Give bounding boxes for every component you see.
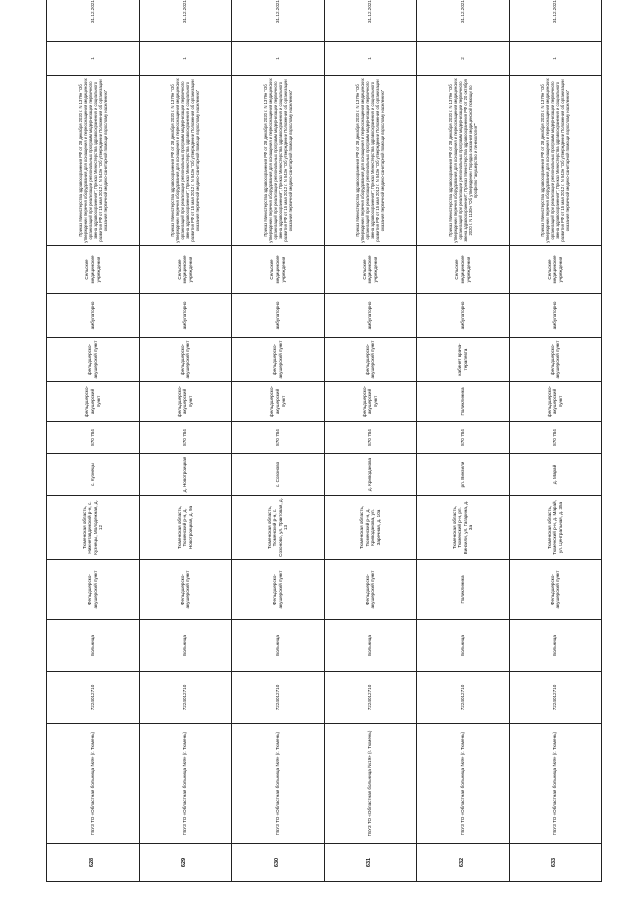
subtype-secondary: фельдшерско-акушерский пункт (509, 338, 602, 382)
care-mode: амбулаторно (324, 294, 417, 338)
subtype: фельдшерско-акушерский пункт (509, 382, 602, 422)
org-code: 7224012710 (509, 672, 602, 724)
care-mode: амбулаторно (417, 294, 510, 338)
quantity: 2 (417, 42, 510, 76)
row-number: 631 (324, 844, 417, 882)
oktmo-code: 870 784 (139, 422, 232, 454)
org-code: 7224012710 (232, 672, 325, 724)
subtype-secondary: фельдшерско-акушерский пункт (139, 338, 232, 382)
row-number: 629 (139, 844, 232, 882)
due-date: 31.12.2021 (324, 0, 417, 42)
locality: д. Марай (509, 454, 602, 496)
row-number: 632 (417, 844, 510, 882)
organization-name: ГБУЗ ТО «Областная больница №9» (г. Тюмень) (47, 724, 140, 844)
category: Сельские медицинские учреждения (139, 246, 232, 294)
care-mode: амбулаторно (139, 294, 232, 338)
oktmo-code: 870 784 (232, 422, 325, 454)
org-kind: Больница (324, 620, 417, 672)
address: Тюменская область, Тюменский р-н, д. Криводанова, ул. Заречная, д. 10а (324, 496, 417, 560)
locality: рп. Винзили (417, 454, 510, 496)
legal-basis: Приказ Министерства здравоохранения РФ от 28 декабря 2020 г. N 1379н "Об утверждении перечня оборудования для оснащения и переоснащения медицинских организаций при реализации региональных программ модернизации первичного звена здравоохранения"; Приказ Министерства здравоохранения и социального развития РФ от 15 мая 2012 г. N 543н "Об утверждении Положения об организации оказания первичной медико-санитарной помощи взрослому населению" (232, 76, 325, 246)
oktmo-code: 870 784 (47, 422, 140, 454)
row-number: 633 (509, 844, 602, 882)
rotated-table-wrapper (46, 0, 602, 882)
org-code: 7224012710 (139, 672, 232, 724)
care-mode: амбулаторно (509, 294, 602, 338)
legal-basis: Приказ Министерства здравоохранения РФ от 28 декабря 2020 г. N 1379н "Об утверждении перечня оборудования для оснащения и переоснащения медицинских организаций при реализации региональных программ модернизации первичного звена здравоохранения"; Приказ Министерства здравоохранения и социального развития РФ от 15 мая 2012 г. N 543н "Об утверждении Положения об организации оказания первичной медико-санитарной помощи взрослому населению" (509, 76, 602, 246)
address: Тюменская область, Тюменский р-н, д. Новотроицкая, д. 9а (139, 496, 232, 560)
address: Тюменская область, Тюменский р-н, д. Марай, ул. Центральная, д. 35а (509, 496, 602, 560)
due-date: 31.12.2021 (232, 0, 325, 42)
row-number: 630 (232, 844, 325, 882)
org-kind: Больница (232, 620, 325, 672)
category: Сельские медицинские учреждения (324, 246, 417, 294)
due-date: 31.12.2021 (509, 0, 602, 42)
legal-basis: Приказ Министерства здравоохранения РФ от 28 декабря 2020 г. N 1379н "Об утверждении перечня оборудования для оснащения и переоснащения медицинских организаций при реализации региональных программ модернизации первичного звена здравоохранения"; Приказ Министерства здравоохранения и социального развития РФ от 15 мая 2012 г. N 543н "Об утверждении Положения об организации оказания первичной медико-санитарной помощи взрослому населению" (47, 76, 140, 246)
quantity: 1 (139, 42, 232, 76)
table-row (417, 0, 510, 882)
due-date: 31.12.2021 (47, 0, 140, 42)
quantity: 1 (509, 42, 602, 76)
unit-type: Фельдшерско-акушерский пункт (509, 560, 602, 620)
table-row (324, 0, 417, 882)
oktmo-code: 870 784 (417, 422, 510, 454)
address: Тюменская область, Нижнетавдинский р-н, с. Кузнецы, Молодежная, д. 12 (47, 496, 140, 560)
unit-type: Поликлиника (417, 560, 510, 620)
oktmo-code: 870 784 (324, 422, 417, 454)
org-code: 7224012710 (47, 672, 140, 724)
subtype: фельдшерско-акушерский пункт (139, 382, 232, 422)
care-mode: амбулаторно (47, 294, 140, 338)
org-kind: Больница (139, 620, 232, 672)
organization-name: ГБУЗ ТО «Областная больница №19» (г. Тюмень) (324, 724, 417, 844)
quantity: 1 (232, 42, 325, 76)
table-row (232, 0, 325, 882)
org-kind: Больница (509, 620, 602, 672)
unit-type: Фельдшерско-акушерский пункт (139, 560, 232, 620)
table-row (139, 0, 232, 882)
locality: с. Кузнецы (47, 454, 140, 496)
locality: д. Криводанова (324, 454, 417, 496)
org-kind: Больница (417, 620, 510, 672)
oktmo-code: 870 784 (509, 422, 602, 454)
org-code: 7224012710 (324, 672, 417, 724)
organization-name: ГБУЗ ТО «Областная больница №9» (г. Тюмень) (139, 724, 232, 844)
subtype: фельдшерско-акушерский пункт (232, 382, 325, 422)
category: Сельские медицинские учреждения (509, 246, 602, 294)
org-code: 7224012710 (417, 672, 510, 724)
unit-type: Фельдшерско-акушерский пункт (47, 560, 140, 620)
legal-basis: Приказ Министерства здравоохранения РФ от 28 декабря 2020 г. N 1379н "Об утверждении перечня оборудования для оснащения и переоснащения медицинских организаций при реализации региональных программ модернизации первичного звена здравоохранения"; Приказ Министерства здравоохранения и социального развития РФ от 15 мая 2012 г. N 543н "Об утверждении Положения об организации оказания первичной медико-санитарной помощи взрослому населению" (139, 76, 232, 246)
care-mode: амбулаторно (232, 294, 325, 338)
due-date: 31.12.2021 (139, 0, 232, 42)
subtype-secondary: фельдшерско-акушерский пункт (47, 338, 140, 382)
address: Тюменская область, Тюменский р-н, с. Созоново, ул. Трактовая, д. 13 (232, 496, 325, 560)
legal-basis: Приказ Министерства здравоохранения РФ от 28 декабря 2020 г. N 1379н "Об утверждении перечня оборудования для оснащения и переоснащения медицинских организаций при реализации региональных программ модернизации первичного звена здравоохранения"; Приказ Министерства здравоохранения РФ от 20 октября 2020 г. N 1130н "Об утверждении Порядка оказания медицинской помощи по профилю "акушерство и гинекология"" (417, 76, 510, 246)
organization-name: ГБУЗ ТО «Областная больница №9» (г. Тюмень) (232, 724, 325, 844)
due-date: 31.12.2021 (417, 0, 510, 42)
category: Сельские медицинские учреждения (417, 246, 510, 294)
facility-table (46, 0, 602, 882)
subtype: фельдшерско-акушерский пункт (47, 382, 140, 422)
address: Тюменская область, Тюменский р-н, рп. Винзили, ул. Гагарина, д. 3а (417, 496, 510, 560)
organization-name: ГБУЗ ТО «Областная больница №9» (г. Тюмень) (417, 724, 510, 844)
subtype-secondary: фельдшерско-акушерский пункт (324, 338, 417, 382)
category: Сельские медицинские учреждения (232, 246, 325, 294)
locality: с. Созоново (232, 454, 325, 496)
table-row (47, 0, 140, 882)
subtype: Поликлиника (417, 382, 510, 422)
table-row (509, 0, 602, 882)
subtype-secondary: кабинет врача-терапевта (417, 338, 510, 382)
quantity: 1 (324, 42, 417, 76)
organization-name: ГБУЗ ТО «Областная больница №9» (г. Тюмень) (509, 724, 602, 844)
subtype: фельдшерско-акушерский пункт (324, 382, 417, 422)
unit-type: Фельдшерско-акушерский пункт (232, 560, 325, 620)
legal-basis: Приказ Министерства здравоохранения РФ от 28 декабря 2020 г. N 1379н "Об утверждении перечня оборудования для оснащения и переоснащения медицинских организаций при реализации региональных программ модернизации первичного звена здравоохранения"; Приказ Министерства здравоохранения и социального развития РФ от 15 мая 2012 г. N 543н "Об утверждении Положения об организации оказания первичной медико-санитарной помощи взрослому населению" (324, 76, 417, 246)
category: Сельские медицинские учреждения (47, 246, 140, 294)
subtype-secondary: фельдшерско-акушерский пункт (232, 338, 325, 382)
unit-type: Фельдшерско-акушерский пункт (324, 560, 417, 620)
row-number: 628 (47, 844, 140, 882)
org-kind: Больница (47, 620, 140, 672)
quantity: 1 (47, 42, 140, 76)
locality: д. Новотроицкая (139, 454, 232, 496)
